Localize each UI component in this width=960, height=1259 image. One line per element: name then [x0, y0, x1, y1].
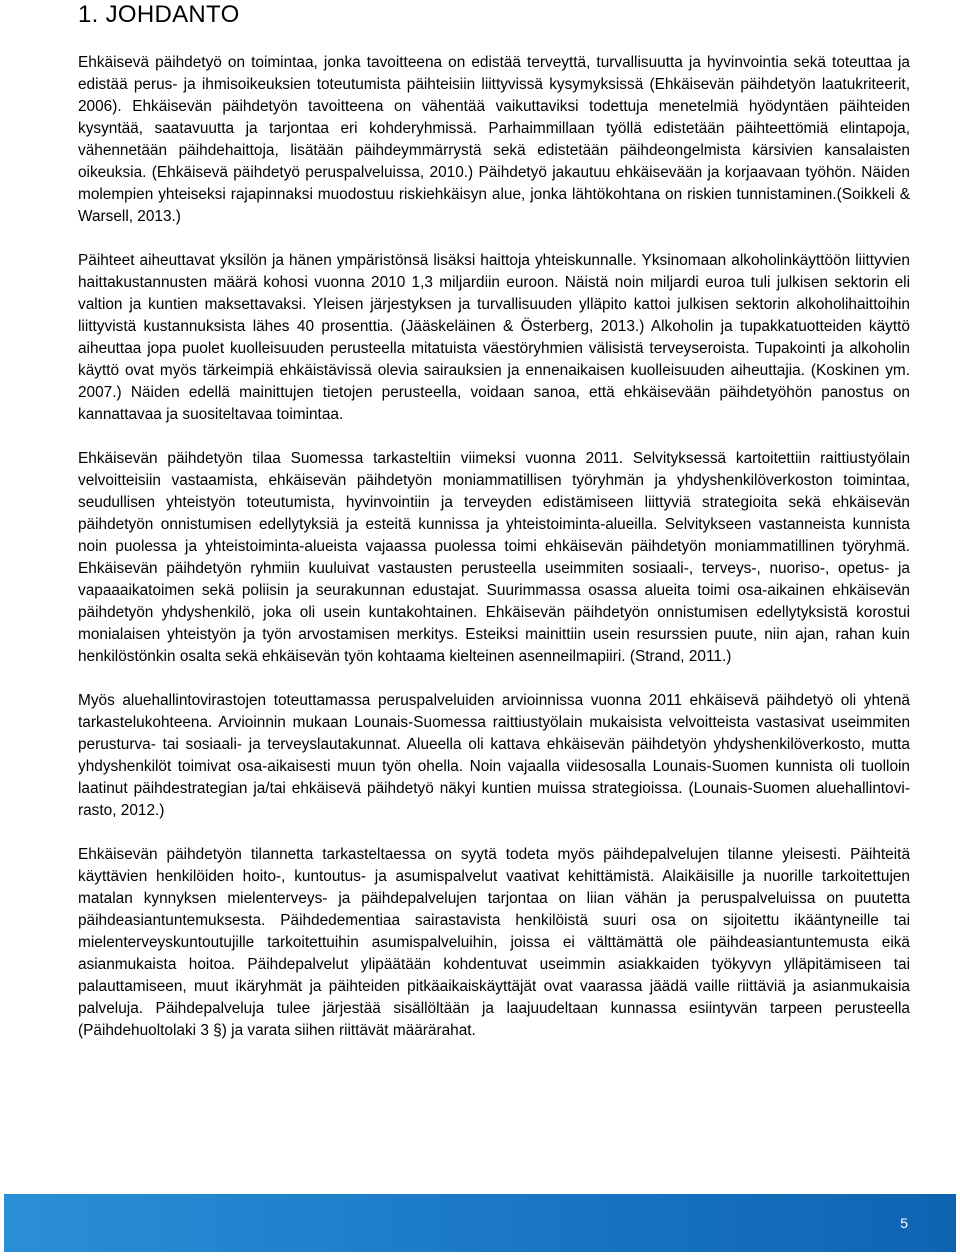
- footer-band: [4, 1194, 956, 1252]
- paragraph-5: Ehkäisevän päihdetyön tilannetta tarkasteltaessa on syytä todeta myös päihdepalvelujen tilanne yleisesti. Päihteitä käyttävien henkilöiden hoito-, kuntoutus- ja asumispalvelut vaativat kehittämistä. Alaikäisille ja nuorille tarkoitettujen matalan kynnyksen mielenterveys- ja päihdepalvelujen tarjontaa on liian vähän ja peruspalveluissa on puutetta päihdeasiantuntemuksesta. Päihdedementiaa sairastavista henkilöistä suuri osa on sijoitettu ikääntyneille tai mielenterveyskuntoutujille tarkoitettuihin asumispalveluihin, joissa ei välttämättä ole päihdeasiantuntemusta eikä asianmukaista hoitoa. Päihdepalvelut ylipäätään kohdentuvat useimmin asiakkaiden työkyvyn ylläpitämiseen tai palauttamiseen, muut ikäryhmät ja päihteiden pitkäaikaiskäyttäjät ovat vaarassa jäädä vaille riittäviä ja asianmukaisia palveluja. Päihdepalveluja tulee järjestää sisällöltään ja laajuudeltaan kunnassa esiintyvän tarpeen perusteella (Päihdehuoltolaki 3 §) ja varata siihen riittävät määrärahat.: [78, 846, 910, 1039]
- paragraph-3: Ehkäisevän päihdetyön tilaa Suomessa tarkasteltiin viimeksi vuonna 2011. Selvityksessä kartoitettiin raittiustyölain velvoitteisiin vastaamista, ehkäisevän päihdetyön moniammatillisen työryhmän ja yhdyshenkilöverkoston toimintaa, seudullisen yhteistyön toteutumista, hyvinvointiin ja terveyden edistämiseen liittyviä strategioita sekä ehkäisevän päihdetyön onnistumisen edellytyksiä ja esteitä kunnissa ja yhteistoiminta-alueilla. Selvitykseen vastanneista kunnista noin puolessa ja yhteistoiminta-alueista vajaassa puolessa toimi ehkäisevän päihdetyön moniammatillinen työryhmä. Ehkäisevän päihdetyön ryhmiin kuuluivat vastausten perusteella useimmiten sosiaali-, terveys-, nuoriso-, opetus- ja vapaaaikatoimen sekä poliisin ja seurakunnan edustajat. Suurimmassa osassa alueita toimi osa-aikainen ehkäisevän päihdetyön yhdyshenkilö, joka oli usein kuntakohtainen. Ehkäisevän päihdetyön onnistumisen edellytyksistä korostui monialaisen yhteistyön ja työn arvostamisen merkitys. Esteiksi mainittiin usein resurssien puute, niin ajan, rahan kuin henkilöstönkin osalta sekä ehkäisevän työn kohtaama kielteinen asenneilmapiiri. (Strand, 2011.): [78, 450, 910, 665]
- section-heading: 1. JOHDANTO: [78, 1, 240, 28]
- page-number: 5: [900, 1215, 908, 1231]
- paragraph-1: Ehkäisevä päihdetyö on toimintaa, jonka tavoitteena on edistää terveyttä, turvallisuutta ja hyvinvointia sekä toteuttaa ja edistää perus- ja ihmisoikeuksien toteutumista päihteisiin liittyvissä kysymyksissä (Ehkäisevän päihdetyön laatukriteerit, 2006). Ehkäisevän päihdetyön tavoitteena on vähentää vaikuttaviksi todettuja menetelmiä hyödyntäen päihteiden kysyntää, saatavuutta ja tarjontaa eri kohderyhmissä. Parhaimmillaan työllä edistetään päihteettömiä elintapoja, vähennetään päihdehaittoja, lisätään päihdeymmärrystä sekä edistetään päihdeongelmista kärsivien kansalaisten oikeuksia. (Ehkäisevä päihdetyö peruspalveluissa, 2010.) Päihdetyö jakautuu ehkäisevään ja korjaavaan työhön. Näiden molempien yhteiseksi rajapinnaksi muodostuu riskiehkäisyn alue, jonka lähtökohtana on riskien tunnistaminen.(Soikkeli & Warsell, 2013.): [78, 54, 910, 225]
- paragraph-2: Päihteet aiheuttavat yksilön ja hänen ympäristönsä lisäksi haittoja yhteiskunnalle. Yksinomaan alkoholinkäyttöön liittyvien haittakustannusten määrä kohosi vuonna 2010 1,3 miljardiin euroon. Näistä noin miljardi euroa tuli julkisen sektorin eli valtion ja kuntien maksettavaksi. Yleisen järjestyksen ja turvallisuuden ylläpito kattoi julkisen sektorin alkoholihaittoihin liittyvistä kustannuksista lähes 40 prosenttia. (Jääskeläinen & Österberg, 2013.) Alkoholin ja tupakkatuotteiden käyttö aiheuttaa jopa puolet kuolleisuuden perusteella mitatuista väestöryhmien välisistä terveyseroista. Tupakointi ja alkoholin käyttö ovat myös tärkeimpiä ehkäistävissä olevia sairauksien ja ennenaikaisen kuolleisuuden aiheuttajia. (Koskinen ym. 2007.) Näiden edellä mainittujen tietojen perusteella, voidaan sanoa, että ehkäisevään päihdetyöhön panostus on kannattavaa ja suositeltavaa toimintaa.: [78, 252, 910, 423]
- body-text: [78, 52, 910, 1064]
- paragraph-4: Myös aluehallintovirastojen toteuttamassa peruspalveluiden arvioinnissa vuonna 2011 ehkäisevä päihdetyö oli yhtenä tarkastelukohteena. Arvioinnin mukaan Lounais-Suomessa raittiustyölain mukaisista velvoitteista vastasivat useimmiten perusturva- tai sosiaali- ja terveyslautakunnat. Alueella oli kattava ehkäisevän päihdetyön yhdyshenkilöverkosto, mutta yhdyshenkilöt toimivat osa-aikaisesti muun työn ohella. Noin vajaalla viidesosalla Lounais-Suomen kunnista oli tuolloin laatinut päihdestrategian ja/tai ehkäisevä päihdetyö näkyi kuntien muissa strategioissa. (Lounais-Suomen aluehallintovirasto, 2012.): [78, 692, 910, 819]
